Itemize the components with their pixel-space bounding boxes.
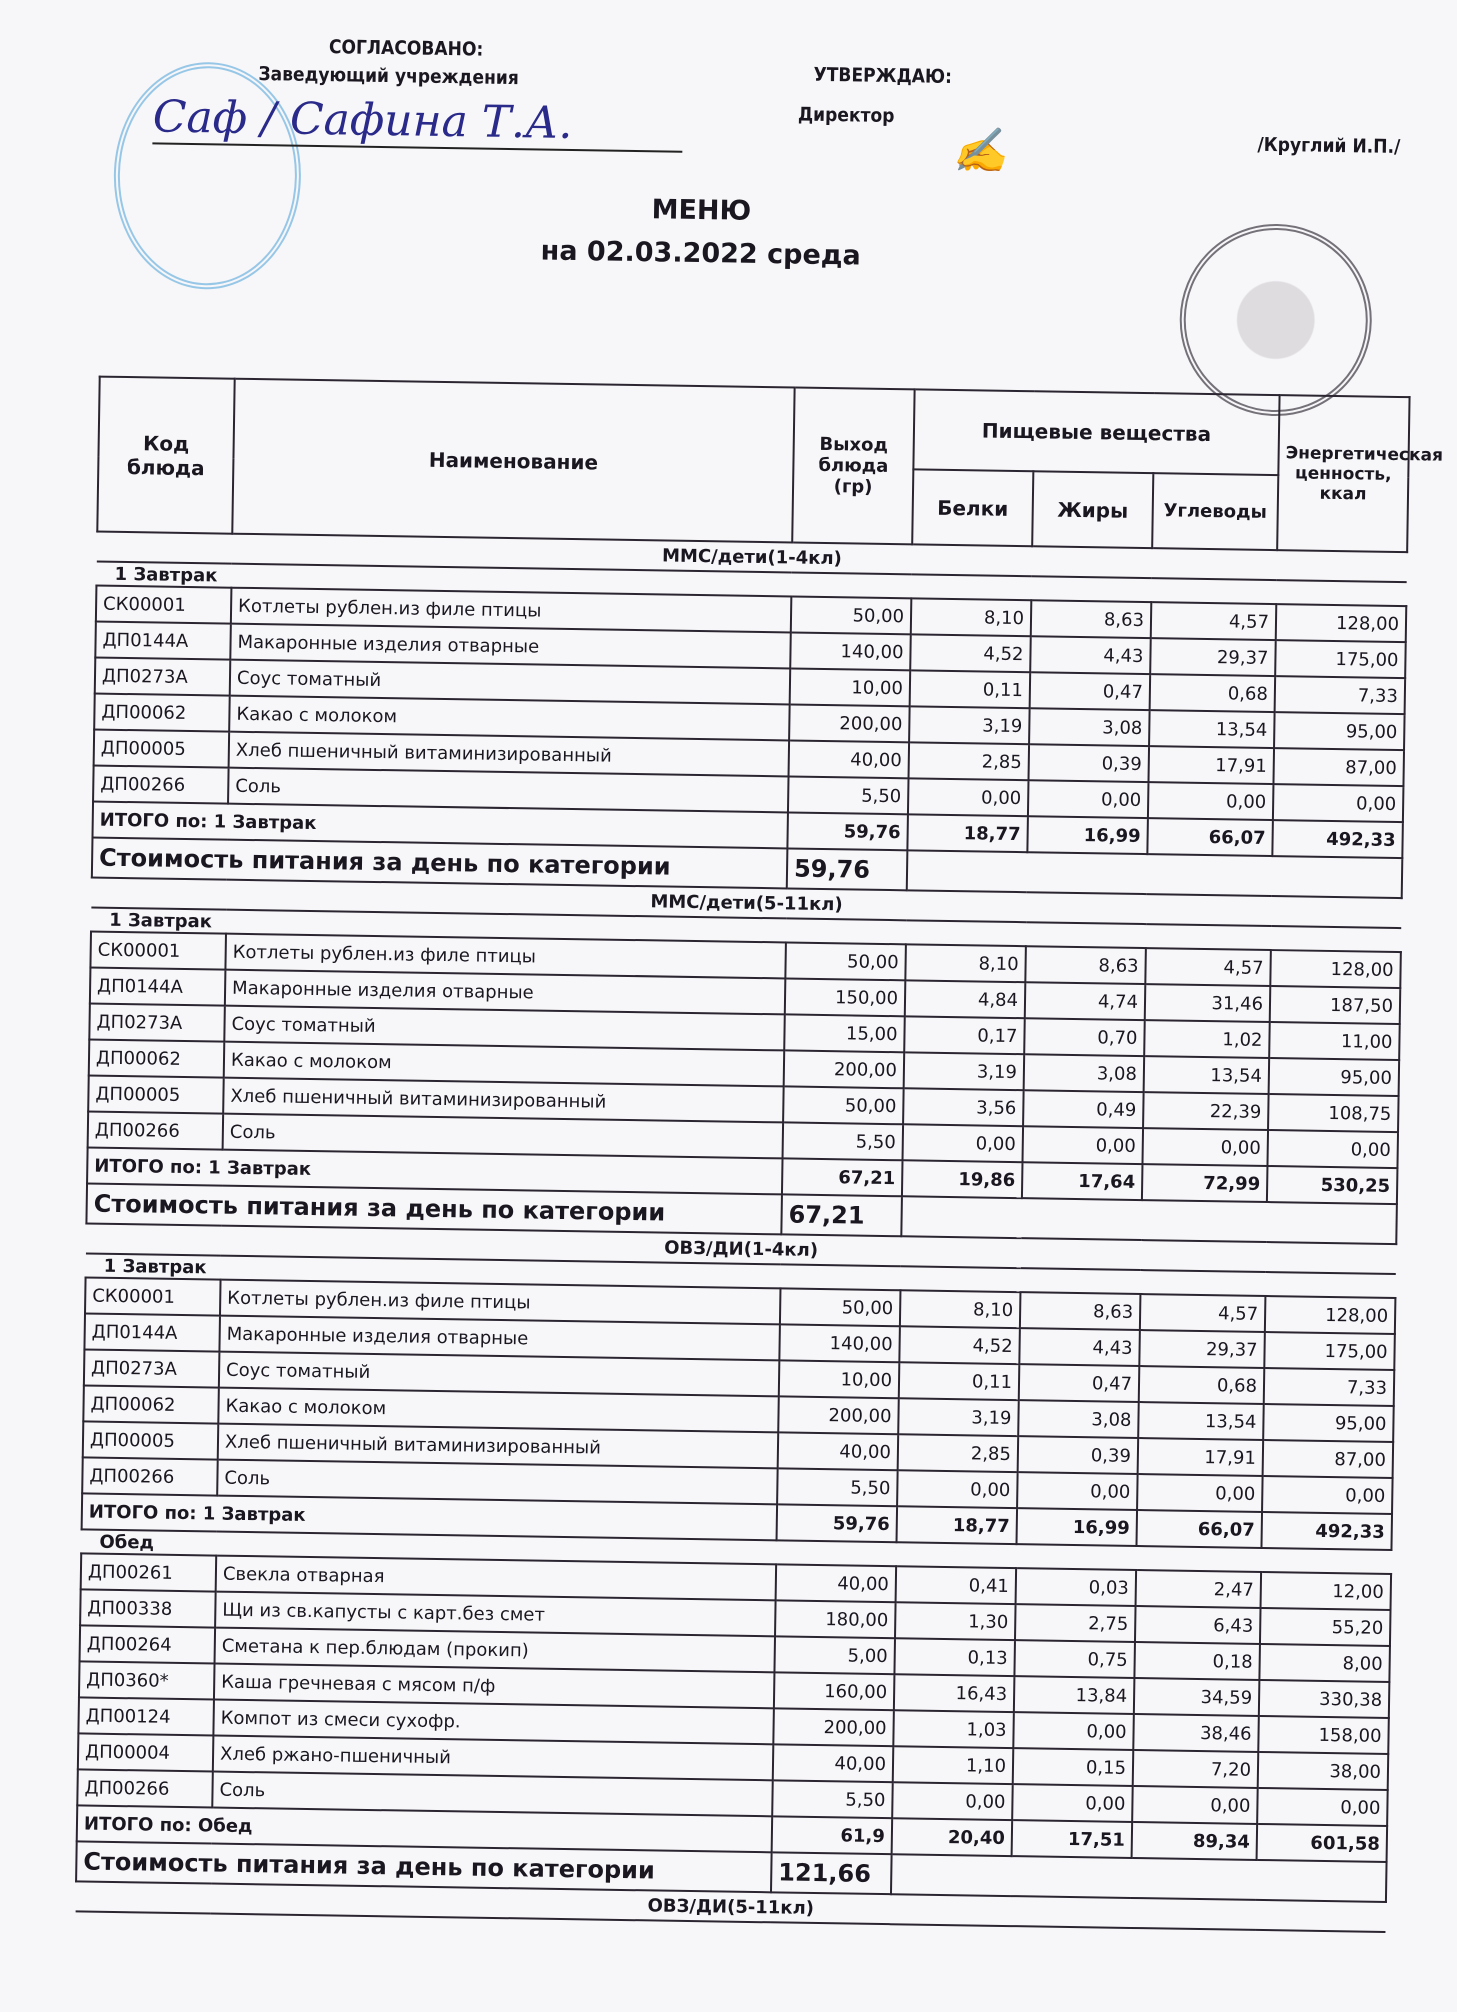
dish-code: ДП00266 (82, 1457, 218, 1495)
dish-protein: 3,19 (909, 706, 1030, 744)
total-protein: 18,77 (897, 1506, 1018, 1544)
section-label: ММС/дети(5-11кл) (91, 878, 1401, 929)
dish-yield: 160,00 (774, 1672, 895, 1710)
dish-fat: 0,00 (1013, 1712, 1134, 1750)
agreed-label: СОГЛАСОВАНО: (328, 36, 484, 61)
total-label: ИТОГО по: Обед (77, 1805, 772, 1852)
dish-fat: 0,00 (1012, 1784, 1133, 1822)
approve-label: УТВЕРЖДАЮ: (813, 63, 953, 88)
dish-yield: 15,00 (784, 1014, 905, 1052)
dish-energy: 128,00 (1270, 950, 1401, 988)
dish-fat: 3,08 (1024, 1054, 1145, 1092)
dish-name: Макаронные изделия отварные (230, 624, 790, 669)
dish-name: Хлеб ржано-пшеничный (213, 1736, 773, 1781)
cost-label: Стоимость питания за день по категории (86, 1183, 782, 1234)
dish-yield: 150,00 (785, 978, 906, 1016)
col-protein: Белки (912, 469, 1033, 546)
dish-yield: 40,00 (773, 1744, 894, 1782)
dish-name: Хлеб пшеничный витаминизированный (223, 1078, 783, 1123)
dish-yield: 5,50 (783, 1122, 904, 1160)
total-energy: 530,25 (1267, 1166, 1398, 1204)
dish-energy: 11,00 (1269, 1022, 1400, 1060)
approve-role: Директор (797, 103, 895, 128)
cost-value: 59,76 (787, 848, 908, 890)
dish-code: СК00001 (90, 932, 226, 970)
dish-code: ДП00264 (80, 1625, 216, 1663)
dish-carbs: 0,00 (1148, 782, 1274, 820)
dish-code: ДП00005 (88, 1075, 224, 1113)
dish-carbs: 38,46 (1133, 1714, 1259, 1752)
dish-fat: 0,00 (1022, 1126, 1143, 1164)
dish-carbs: 0,00 (1132, 1786, 1258, 1824)
dish-code: ДП0144А (90, 968, 226, 1006)
dish-carbs: 0,18 (1134, 1642, 1260, 1680)
dish-yield: 5,50 (788, 776, 909, 814)
dish-protein: 4,52 (910, 634, 1031, 672)
dish-protein: 0,11 (899, 1362, 1020, 1400)
dish-carbs: 22,39 (1143, 1092, 1269, 1130)
dish-energy: 128,00 (1265, 1296, 1396, 1334)
total-yield: 59,76 (777, 1504, 898, 1542)
dish-energy: 38,00 (1258, 1752, 1389, 1790)
section-label: ОВЗ/ДИ(5-11кл) (76, 1881, 1386, 1932)
dish-yield: 50,00 (780, 1288, 901, 1326)
dish-name: Соль (212, 1772, 772, 1817)
dish-yield: 180,00 (775, 1600, 896, 1638)
dish-carbs: 34,59 (1134, 1678, 1260, 1716)
dish-energy: 175,00 (1264, 1332, 1395, 1370)
dish-code: ДП00261 (81, 1553, 217, 1591)
dish-fat: 0,00 (1028, 780, 1149, 818)
dish-name: Котлеты рублен.из филе птицы (225, 934, 785, 979)
dish-carbs: 0,68 (1139, 1366, 1265, 1404)
agreed-signature: Саф / Сафина Т.А. (152, 91, 683, 152)
dish-fat: 2,75 (1015, 1604, 1136, 1642)
total-protein: 18,77 (907, 814, 1028, 852)
dish-energy: 108,75 (1268, 1094, 1399, 1132)
menu-table (75, 376, 1444, 1933)
cost-value: 67,21 (781, 1194, 902, 1236)
total-fat: 16,99 (1027, 816, 1148, 854)
dish-fat: 3,08 (1029, 708, 1150, 746)
dish-fat: 0,70 (1024, 1018, 1145, 1056)
meal-label: 1 Завтрак (114, 563, 218, 586)
dish-protein: 1,03 (893, 1710, 1014, 1748)
dish-code: ДП00266 (77, 1769, 213, 1807)
dish-protein: 8,10 (900, 1290, 1021, 1328)
dish-name: Какао с молоком (229, 696, 789, 741)
dish-name: Хлеб пшеничный витаминизированный (218, 1424, 778, 1469)
col-nutrients: Пищевые вещества (913, 389, 1279, 475)
total-label: ИТОГО по: 1 Завтрак (82, 1493, 777, 1540)
dish-fat: 0,39 (1018, 1436, 1139, 1474)
dish-carbs: 4,57 (1140, 1294, 1266, 1332)
total-carbs: 66,07 (1136, 1510, 1262, 1548)
dish-energy: 87,00 (1273, 748, 1404, 786)
dish-fat: 13,84 (1014, 1676, 1135, 1714)
dish-energy: 55,20 (1260, 1608, 1391, 1646)
dish-carbs: 4,57 (1145, 948, 1271, 986)
dish-energy: 158,00 (1258, 1716, 1389, 1754)
dish-protein: 0,00 (903, 1124, 1024, 1162)
dish-energy: 0,00 (1257, 1788, 1388, 1826)
dish-carbs: 1,02 (1144, 1020, 1270, 1058)
dish-energy: 187,50 (1270, 986, 1401, 1024)
dish-name: Соль (217, 1460, 777, 1505)
dish-energy: 95,00 (1269, 1058, 1400, 1096)
dish-energy: 8,00 (1259, 1644, 1390, 1682)
dish-protein: 1,10 (893, 1746, 1014, 1784)
cost-value: 121,66 (771, 1852, 892, 1894)
total-yield: 59,76 (787, 812, 908, 850)
dish-carbs: 29,37 (1139, 1330, 1265, 1368)
dish-name: Какао с молоком (224, 1042, 784, 1087)
dish-fat: 0,47 (1019, 1364, 1140, 1402)
dish-code: ДП00062 (89, 1039, 225, 1077)
dish-carbs: 31,46 (1145, 984, 1271, 1022)
dish-name: Соус томатный (230, 660, 790, 705)
dish-carbs: 17,91 (1138, 1438, 1264, 1476)
total-carbs: 89,34 (1132, 1822, 1258, 1860)
dish-fat: 0,15 (1013, 1748, 1134, 1786)
dish-code: ДП0360* (79, 1661, 215, 1699)
dish-code: ДП00005 (83, 1421, 219, 1459)
dish-name: Макаронные изделия отварные (225, 970, 785, 1015)
dish-fat: 0,49 (1023, 1090, 1144, 1128)
dish-name: Котлеты рублен.из филе птицы (220, 1280, 780, 1325)
dish-energy: 175,00 (1275, 640, 1406, 678)
dish-code: ДП00062 (83, 1385, 219, 1423)
dish-carbs: 13,54 (1149, 710, 1275, 748)
dish-fat: 3,08 (1018, 1400, 1139, 1438)
dish-name: Сметана к пер.блюдам (прокип) (215, 1628, 775, 1673)
dish-protein: 3,19 (898, 1398, 1019, 1436)
dish-protein: 0,00 (892, 1782, 1013, 1820)
total-carbs: 66,07 (1147, 818, 1273, 856)
dish-yield: 5,00 (774, 1636, 895, 1674)
dish-energy: 0,00 (1273, 784, 1404, 822)
director-signature: ✍ (951, 124, 1008, 177)
col-fat: Жиры (1032, 471, 1153, 548)
dish-fat: 4,43 (1019, 1328, 1140, 1366)
dish-name: Макаронные изделия отварные (219, 1316, 779, 1361)
total-carbs: 72,99 (1142, 1164, 1268, 1202)
dish-carbs: 0,00 (1142, 1128, 1268, 1166)
dish-name: Свекла отварная (216, 1556, 776, 1601)
dish-protein: 0,17 (904, 1016, 1025, 1054)
dish-energy: 0,00 (1262, 1476, 1393, 1514)
dish-yield: 5,50 (772, 1780, 893, 1818)
agreed-role: Заведующий учреждения (258, 63, 519, 90)
dish-yield: 40,00 (776, 1564, 897, 1602)
cost-label: Стоимость питания за день по категории (76, 1841, 772, 1892)
dish-fat: 4,74 (1025, 982, 1146, 1020)
dish-code: ДП00266 (88, 1111, 224, 1149)
dish-name: Компот из смеси сухофр. (213, 1700, 773, 1745)
dish-carbs: 2,47 (1136, 1570, 1262, 1608)
meal-label: Обед (99, 1531, 155, 1554)
dish-protein: 4,84 (905, 980, 1026, 1018)
dish-yield: 10,00 (790, 668, 911, 706)
meal-label: 1 Завтрак (103, 1255, 207, 1278)
dish-yield: 50,00 (785, 942, 906, 980)
dish-code: ДП00004 (78, 1733, 214, 1771)
dish-yield: 50,00 (791, 596, 912, 634)
dish-energy: 95,00 (1274, 712, 1405, 750)
dish-fat: 0,47 (1030, 672, 1151, 710)
dish-protein: 0,41 (896, 1566, 1017, 1604)
dish-protein: 3,56 (903, 1088, 1024, 1126)
dish-fat: 0,39 (1028, 744, 1149, 782)
page-title: МЕНЮ (651, 194, 752, 227)
dish-energy: 12,00 (1261, 1572, 1392, 1610)
total-energy: 492,33 (1272, 820, 1403, 858)
dish-name: Какао с молоком (218, 1388, 778, 1433)
dish-energy: 95,00 (1263, 1404, 1394, 1442)
dish-protein: 16,43 (894, 1674, 1015, 1712)
dish-carbs: 17,91 (1148, 746, 1274, 784)
dish-name: Котлеты рублен.из филе птицы (231, 588, 791, 633)
approve-name: /Круглий И.П./ (1257, 133, 1401, 158)
dish-fat: 4,43 (1030, 636, 1151, 674)
dish-yield: 140,00 (779, 1324, 900, 1362)
dish-name: Соус томатный (224, 1006, 784, 1051)
dish-carbs: 4,57 (1151, 602, 1277, 640)
dish-energy: 87,00 (1263, 1440, 1394, 1478)
dish-fat: 0,75 (1014, 1640, 1135, 1678)
dish-protein: 0,13 (894, 1638, 1015, 1676)
cost-label: Стоимость питания за день по категории (92, 838, 788, 889)
dish-fat: 8,63 (1025, 946, 1146, 984)
dish-yield: 10,00 (779, 1360, 900, 1398)
dish-code: СК00001 (85, 1277, 221, 1315)
dish-code: ДП0273А (89, 1004, 225, 1042)
total-protein: 19,86 (902, 1160, 1023, 1198)
total-protein: 20,40 (892, 1818, 1013, 1856)
dish-code: ДП0273А (84, 1349, 220, 1387)
dish-carbs: 0,68 (1150, 674, 1276, 712)
dish-energy: 7,33 (1275, 676, 1406, 714)
dish-protein: 4,52 (899, 1326, 1020, 1364)
dish-carbs: 6,43 (1135, 1606, 1261, 1644)
dish-carbs: 13,54 (1144, 1056, 1270, 1094)
dish-fat: 0,03 (1016, 1568, 1137, 1606)
dish-energy: 330,38 (1259, 1680, 1390, 1718)
dish-protein: 2,85 (898, 1434, 1019, 1472)
col-name: Наименование (232, 379, 794, 543)
total-fat: 16,99 (1016, 1508, 1137, 1546)
section-label: ОВЗ/ДИ(1-4кл) (86, 1223, 1396, 1274)
dish-code: ДП00062 (94, 694, 230, 732)
dish-yield: 40,00 (789, 740, 910, 778)
dish-yield: 200,00 (778, 1396, 899, 1434)
dish-yield: 200,00 (773, 1708, 894, 1746)
section-label: ММС/дети(1-4кл) (97, 532, 1407, 583)
dish-name: Соль (223, 1114, 783, 1159)
dish-yield: 50,00 (783, 1086, 904, 1124)
dish-protein: 0,00 (897, 1470, 1018, 1508)
dish-yield: 140,00 (790, 632, 911, 670)
dish-energy: 7,33 (1264, 1368, 1395, 1406)
total-label: ИТОГО по: 1 Завтрак (92, 802, 787, 849)
dish-fat: 8,63 (1031, 600, 1152, 638)
dish-name: Соль (228, 768, 788, 813)
dish-name: Каша гречневая с мясом п/ф (214, 1664, 774, 1709)
dish-name: Соус томатный (219, 1352, 779, 1397)
dish-code: ДП0144А (84, 1313, 220, 1351)
dish-carbs: 13,54 (1138, 1402, 1264, 1440)
total-label: ИТОГО по: 1 Завтрак (87, 1147, 782, 1194)
col-carbs: Углеводы (1152, 473, 1278, 550)
dish-name: Хлеб пшеничный витаминизированный (229, 732, 789, 777)
col-energy: Энергетическая ценность, ккал (1277, 395, 1409, 552)
dish-code: ДП0273А (95, 658, 231, 696)
total-yield: 67,21 (782, 1158, 903, 1196)
dish-carbs: 7,20 (1133, 1750, 1259, 1788)
dish-name: Щи из св.капусты с карт.без смет (215, 1592, 775, 1637)
dish-protein: 8,10 (905, 944, 1026, 982)
dish-protein: 3,19 (904, 1052, 1025, 1090)
dish-protein: 0,11 (910, 670, 1031, 708)
meal-label: 1 Завтрак (109, 909, 213, 932)
total-fat: 17,64 (1022, 1162, 1143, 1200)
dish-energy: 0,00 (1267, 1130, 1398, 1168)
dish-yield: 200,00 (784, 1050, 905, 1088)
total-energy: 601,58 (1257, 1824, 1388, 1862)
dish-code: ДП00124 (78, 1697, 214, 1735)
dish-carbs: 29,37 (1150, 638, 1276, 676)
dish-fat: 0,00 (1017, 1472, 1138, 1510)
dish-yield: 200,00 (789, 704, 910, 742)
col-code: Код блюда (97, 377, 234, 534)
dish-protein: 2,85 (909, 742, 1030, 780)
dish-code: ДП00266 (93, 766, 229, 804)
total-energy: 492,33 (1261, 1512, 1392, 1550)
dish-code: ДП00005 (94, 730, 230, 768)
dish-protein: 0,00 (908, 778, 1029, 816)
dish-code: ДП0144А (95, 622, 231, 660)
total-yield: 61,9 (772, 1816, 893, 1854)
total-fat: 17,51 (1012, 1820, 1133, 1858)
dish-carbs: 0,00 (1137, 1474, 1263, 1512)
dish-energy: 128,00 (1276, 604, 1407, 642)
dish-yield: 5,50 (777, 1468, 898, 1506)
dish-yield: 40,00 (778, 1432, 899, 1470)
dish-fat: 8,63 (1020, 1292, 1141, 1330)
dish-protein: 8,10 (911, 598, 1032, 636)
page-subtitle: на 02.03.2022 среда (540, 235, 862, 272)
col-yield: Выход блюда (гр) (792, 387, 914, 544)
dish-protein: 1,30 (895, 1602, 1016, 1640)
dish-code: СК00001 (96, 586, 232, 624)
dish-code: ДП00338 (80, 1589, 216, 1627)
